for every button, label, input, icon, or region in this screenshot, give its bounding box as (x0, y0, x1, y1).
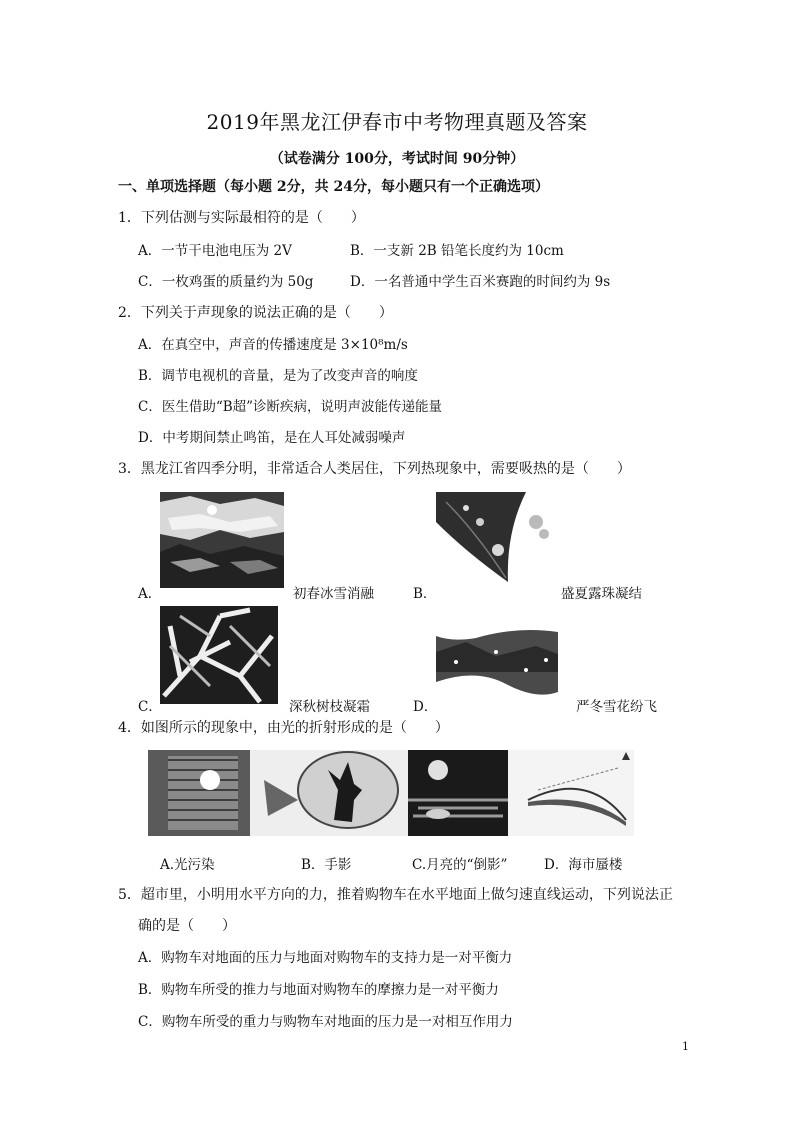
question-2-option-c: C．医生借助“B超”诊断疾病，说明声波能传递能量 (138, 399, 443, 415)
question-3-option-c-caption: 深秋树枝凝霜 (289, 699, 370, 715)
question-4-stem: 4．如图所示的现象中，由光的折射形成的是（ ） (118, 720, 449, 736)
page-title: 2019年黑龙江伊春市中考物理真题及答案 (206, 110, 588, 134)
question-1-option-b: B．一支新 2B 铅笔长度约为 10cm (350, 243, 564, 259)
question-5-stem-continued: 确的是（ ） (138, 918, 236, 934)
exam-info: （试卷满分 100分，考试时间 90分钟） (269, 151, 525, 167)
question-1-option-d: D．一名普通中学生百米赛跑的时间约为 9s (350, 274, 611, 290)
question-3-option-b-caption: 盛夏露珠凝结 (561, 586, 642, 602)
frost-branches-photo (160, 606, 278, 704)
question-1-stem: 1．下列估测与实际最相符的是（ ） (118, 210, 365, 226)
section-heading: 一、单项选择题（每小题 2分，共 24分，每小题只有一个正确选项） (118, 179, 549, 195)
question-4-option-a: A.光污染 (160, 857, 215, 873)
question-4-option-d: D．海市蜃楼 (544, 857, 623, 873)
optical-phenomena-photos (148, 750, 634, 836)
question-2-option-d: D．中考期间禁止鸣笛，是在人耳处减弱噪声 (138, 430, 406, 446)
question-5-option-b: B．购物车所受的推力与地面对购物车的摩擦力是一对平衡力 (138, 982, 499, 998)
question-3-option-b-letter: B． (413, 586, 437, 602)
snow-falling-photo (436, 612, 558, 706)
question-2-option-a: A．在真空中，声音的传播速度是 3×10⁸m/s (138, 337, 408, 353)
page-number: 1 (682, 1040, 689, 1053)
question-3-option-c-letter: C． (138, 699, 162, 715)
question-4-option-b: B．手影 (301, 857, 352, 873)
question-1-option-c: C．一枚鸡蛋的质量约为 50g (138, 274, 314, 290)
ice-melting-photo (160, 492, 284, 588)
question-2-option-b: B．调节电视机的音量，是为了改变声音的响度 (138, 368, 418, 384)
question-3-option-d-caption: 严冬雪花纷飞 (576, 699, 657, 715)
question-2-stem: 2．下列关于声现象的说法正确的是（ ） (118, 305, 393, 321)
question-3-option-d-letter: D． (413, 699, 438, 715)
question-3-stem: 3．黑龙江省四季分明，非常适合人类居住，下列热现象中，需要吸热的是（ ） (118, 461, 631, 477)
question-1-option-a: A．一节干电池电压为 2V (138, 243, 292, 259)
question-5-stem: 5．超市里，小明用水平方向的力，推着购物车在水平地面上做匀速直线运动，下列说法正 (118, 887, 673, 903)
question-5-option-c: C．购物车所受的重力与购物车对地面的压力是一对相互作用力 (138, 1014, 513, 1030)
question-5-option-a: A．购物车对地面的压力与地面对购物车的支持力是一对平衡力 (138, 950, 513, 966)
question-3-option-a-caption: 初春冰雪消融 (293, 586, 374, 602)
question-4-option-c: C.月亮的“倒影” (412, 857, 508, 873)
dew-on-leaf-photo (436, 492, 550, 584)
question-3-option-a-letter: A． (138, 586, 162, 602)
